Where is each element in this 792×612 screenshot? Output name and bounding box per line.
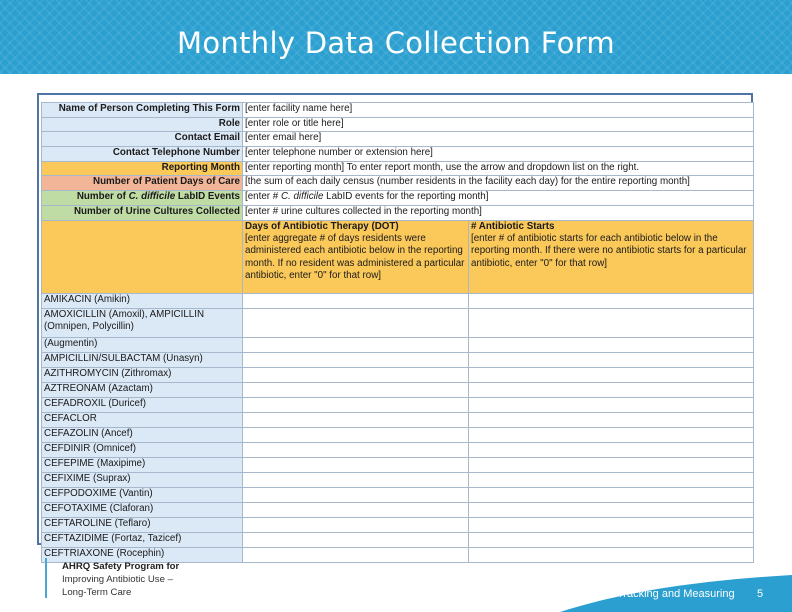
starts-input-cell[interactable]	[469, 502, 754, 517]
starts-input-cell[interactable]	[469, 337, 754, 352]
form-label-patient-days: Number of Patient Days of Care	[42, 176, 243, 191]
dot-input-cell[interactable]	[243, 308, 469, 337]
form-label-month: Reporting Month	[42, 161, 243, 176]
antibiotic-name: CEFADROXIL (Duricef)	[42, 397, 243, 412]
antibiotic-rows	[42, 293, 754, 562]
facility-name-field[interactable]: [enter facility name here]	[243, 103, 754, 118]
form-row-name	[42, 103, 754, 118]
starts-input-cell[interactable]	[469, 442, 754, 457]
reporting-month-field[interactable]: [enter reporting month] To enter report month, use the arrow and dropdown list on the right.	[243, 161, 754, 176]
dot-column-header: Days of Antibiotic Therapy (DOT) [enter aggregate # of days residents were administered each antibiotic below in the reporting month. If no resident was administered a particular antibiotic, enter "0" for that row]	[243, 220, 469, 293]
antibiotic-name: AZTREONAM (Azactam)	[42, 382, 243, 397]
form-label-role: Role	[42, 117, 243, 132]
antibiotic-name: CEFAZOLIN (Ancef)	[42, 427, 243, 442]
email-field[interactable]: [enter email here]	[243, 132, 754, 147]
dot-input-cell[interactable]	[243, 547, 469, 562]
data-collection-form	[37, 93, 753, 559]
antibiotic-row	[42, 532, 754, 547]
footer-divider	[45, 558, 47, 598]
form-label-cdiff: Number of C. difficile LabID Events	[42, 191, 243, 206]
antibiotic-row	[42, 293, 754, 308]
antibiotic-name: AZITHROMYCIN (Zithromax)	[42, 367, 243, 382]
starts-input-cell[interactable]	[469, 352, 754, 367]
antibiotic-name: CEFPODOXIME (Vantin)	[42, 487, 243, 502]
dot-input-cell[interactable]	[243, 442, 469, 457]
dot-input-cell[interactable]	[243, 337, 469, 352]
starts-input-cell[interactable]	[469, 293, 754, 308]
header-blank-cell	[42, 220, 243, 293]
antibiotic-name: CEFTAZIDIME (Fortaz, Tazicef)	[42, 532, 243, 547]
starts-input-cell[interactable]	[469, 532, 754, 547]
form-row-month	[42, 161, 754, 176]
dot-input-cell[interactable]	[243, 532, 469, 547]
form-row-email	[42, 132, 754, 147]
dot-input-cell[interactable]	[243, 487, 469, 502]
antibiotic-row	[42, 412, 754, 427]
dot-input-cell[interactable]	[243, 412, 469, 427]
antibiotic-name: AMIKACIN (Amikin)	[42, 293, 243, 308]
antibiotic-name: AMPICILLIN/SULBACTAM (Unasyn)	[42, 352, 243, 367]
cdiff-events-field[interactable]: [enter # C. difficile LabID events for the reporting month]	[243, 191, 754, 206]
starts-input-cell[interactable]	[469, 487, 754, 502]
antibiotic-row	[42, 337, 754, 352]
antibiotic-name: CEFDINIR (Omnicef)	[42, 442, 243, 457]
form-row-patient-days	[42, 176, 754, 191]
antibiotic-row	[42, 457, 754, 472]
dot-input-cell[interactable]	[243, 502, 469, 517]
page-title: Monthly Data Collection Form	[177, 26, 615, 60]
dot-input-cell[interactable]	[243, 457, 469, 472]
antibiotic-name: CEFEPIME (Maxipime)	[42, 457, 243, 472]
antibiotic-name: CEFOTAXIME (Claforan)	[42, 502, 243, 517]
antibiotic-row	[42, 397, 754, 412]
starts-input-cell[interactable]	[469, 367, 754, 382]
starts-instructions: [enter # of antibiotic starts for each antibiotic below in the reporting month. If there were no antibiotic starts for a particular antibiotic, enter "0" for that row]	[471, 232, 747, 269]
starts-column-header: # Antibiotic Starts [enter # of antibiotic starts for each antibiotic below in the reporting month. If there were no antibiotic starts for a particular antibiotic, enter "0" for that row]	[469, 220, 754, 293]
antibiotic-row	[42, 367, 754, 382]
antibiotic-row	[42, 517, 754, 532]
antibiotic-name: AMOXICILLIN (Amoxil), AMPICILLIN (Omnipen, Polycillin)	[42, 308, 243, 337]
starts-input-cell[interactable]	[469, 427, 754, 442]
header-banner	[0, 0, 792, 74]
dot-input-cell[interactable]	[243, 352, 469, 367]
starts-input-cell[interactable]	[469, 517, 754, 532]
form-label-name: Name of Person Completing This Form	[42, 103, 243, 118]
antibiotic-name: CEFTAROLINE (Teflaro)	[42, 517, 243, 532]
form-label-email: Contact Email	[42, 132, 243, 147]
starts-input-cell[interactable]	[469, 472, 754, 487]
urine-cultures-field[interactable]: [enter # urine cultures collected in the reporting month]	[243, 205, 754, 220]
form-label-urine: Number of Urine Cultures Collected	[42, 205, 243, 220]
form-row-cdiff	[42, 191, 754, 206]
antibiotic-name: CEFTRIAXONE (Rocephin)	[42, 547, 243, 562]
starts-input-cell[interactable]	[469, 412, 754, 427]
dot-input-cell[interactable]	[243, 367, 469, 382]
dot-instructions: [enter aggregate # of days residents were administered each antibiotic below in the reporting month. If no resident was administered a particular antibiotic, enter "0" for that row]	[245, 232, 465, 282]
antibiotic-row	[42, 352, 754, 367]
antibiotic-row	[42, 308, 754, 337]
antibiotic-name: (Augmentin)	[42, 337, 243, 352]
starts-input-cell[interactable]	[469, 457, 754, 472]
antibiotic-row	[42, 487, 754, 502]
form-table	[41, 102, 754, 563]
dot-input-cell[interactable]	[243, 517, 469, 532]
antibiotic-row	[42, 427, 754, 442]
dot-input-cell[interactable]	[243, 427, 469, 442]
starts-input-cell[interactable]	[469, 397, 754, 412]
starts-input-cell[interactable]	[469, 308, 754, 337]
form-label-phone: Contact Telephone Number	[42, 147, 243, 162]
dot-input-cell[interactable]	[243, 293, 469, 308]
page-number: 5	[757, 588, 764, 600]
dot-input-cell[interactable]	[243, 472, 469, 487]
program-name: AHRQ Safety Program for Improving Antibiotic Use – Long-Term Care	[62, 561, 180, 598]
antibiotic-row	[42, 472, 754, 487]
patient-days-field[interactable]: [the sum of each daily census (number residents in the facility each day) for the entire reporting month]	[243, 176, 754, 191]
dot-input-cell[interactable]	[243, 382, 469, 397]
form-row-phone	[42, 147, 754, 162]
telephone-field[interactable]: [enter telephone number or extension here]	[243, 147, 754, 162]
section-label: Tracking and Measuring	[617, 588, 735, 600]
antibiotic-row	[42, 442, 754, 457]
starts-input-cell[interactable]	[469, 547, 754, 562]
antibiotic-header-row	[42, 220, 754, 293]
antibiotic-name: CEFIXIME (Suprax)	[42, 472, 243, 487]
antibiotic-name: CEFACLOR	[42, 412, 243, 427]
dot-input-cell[interactable]	[243, 397, 469, 412]
antibiotic-row	[42, 382, 754, 397]
form-row-role	[42, 117, 754, 132]
form-row-urine	[42, 205, 754, 220]
antibiotic-row	[42, 502, 754, 517]
role-field[interactable]: [enter role or title here]	[243, 117, 754, 132]
starts-input-cell[interactable]	[469, 382, 754, 397]
